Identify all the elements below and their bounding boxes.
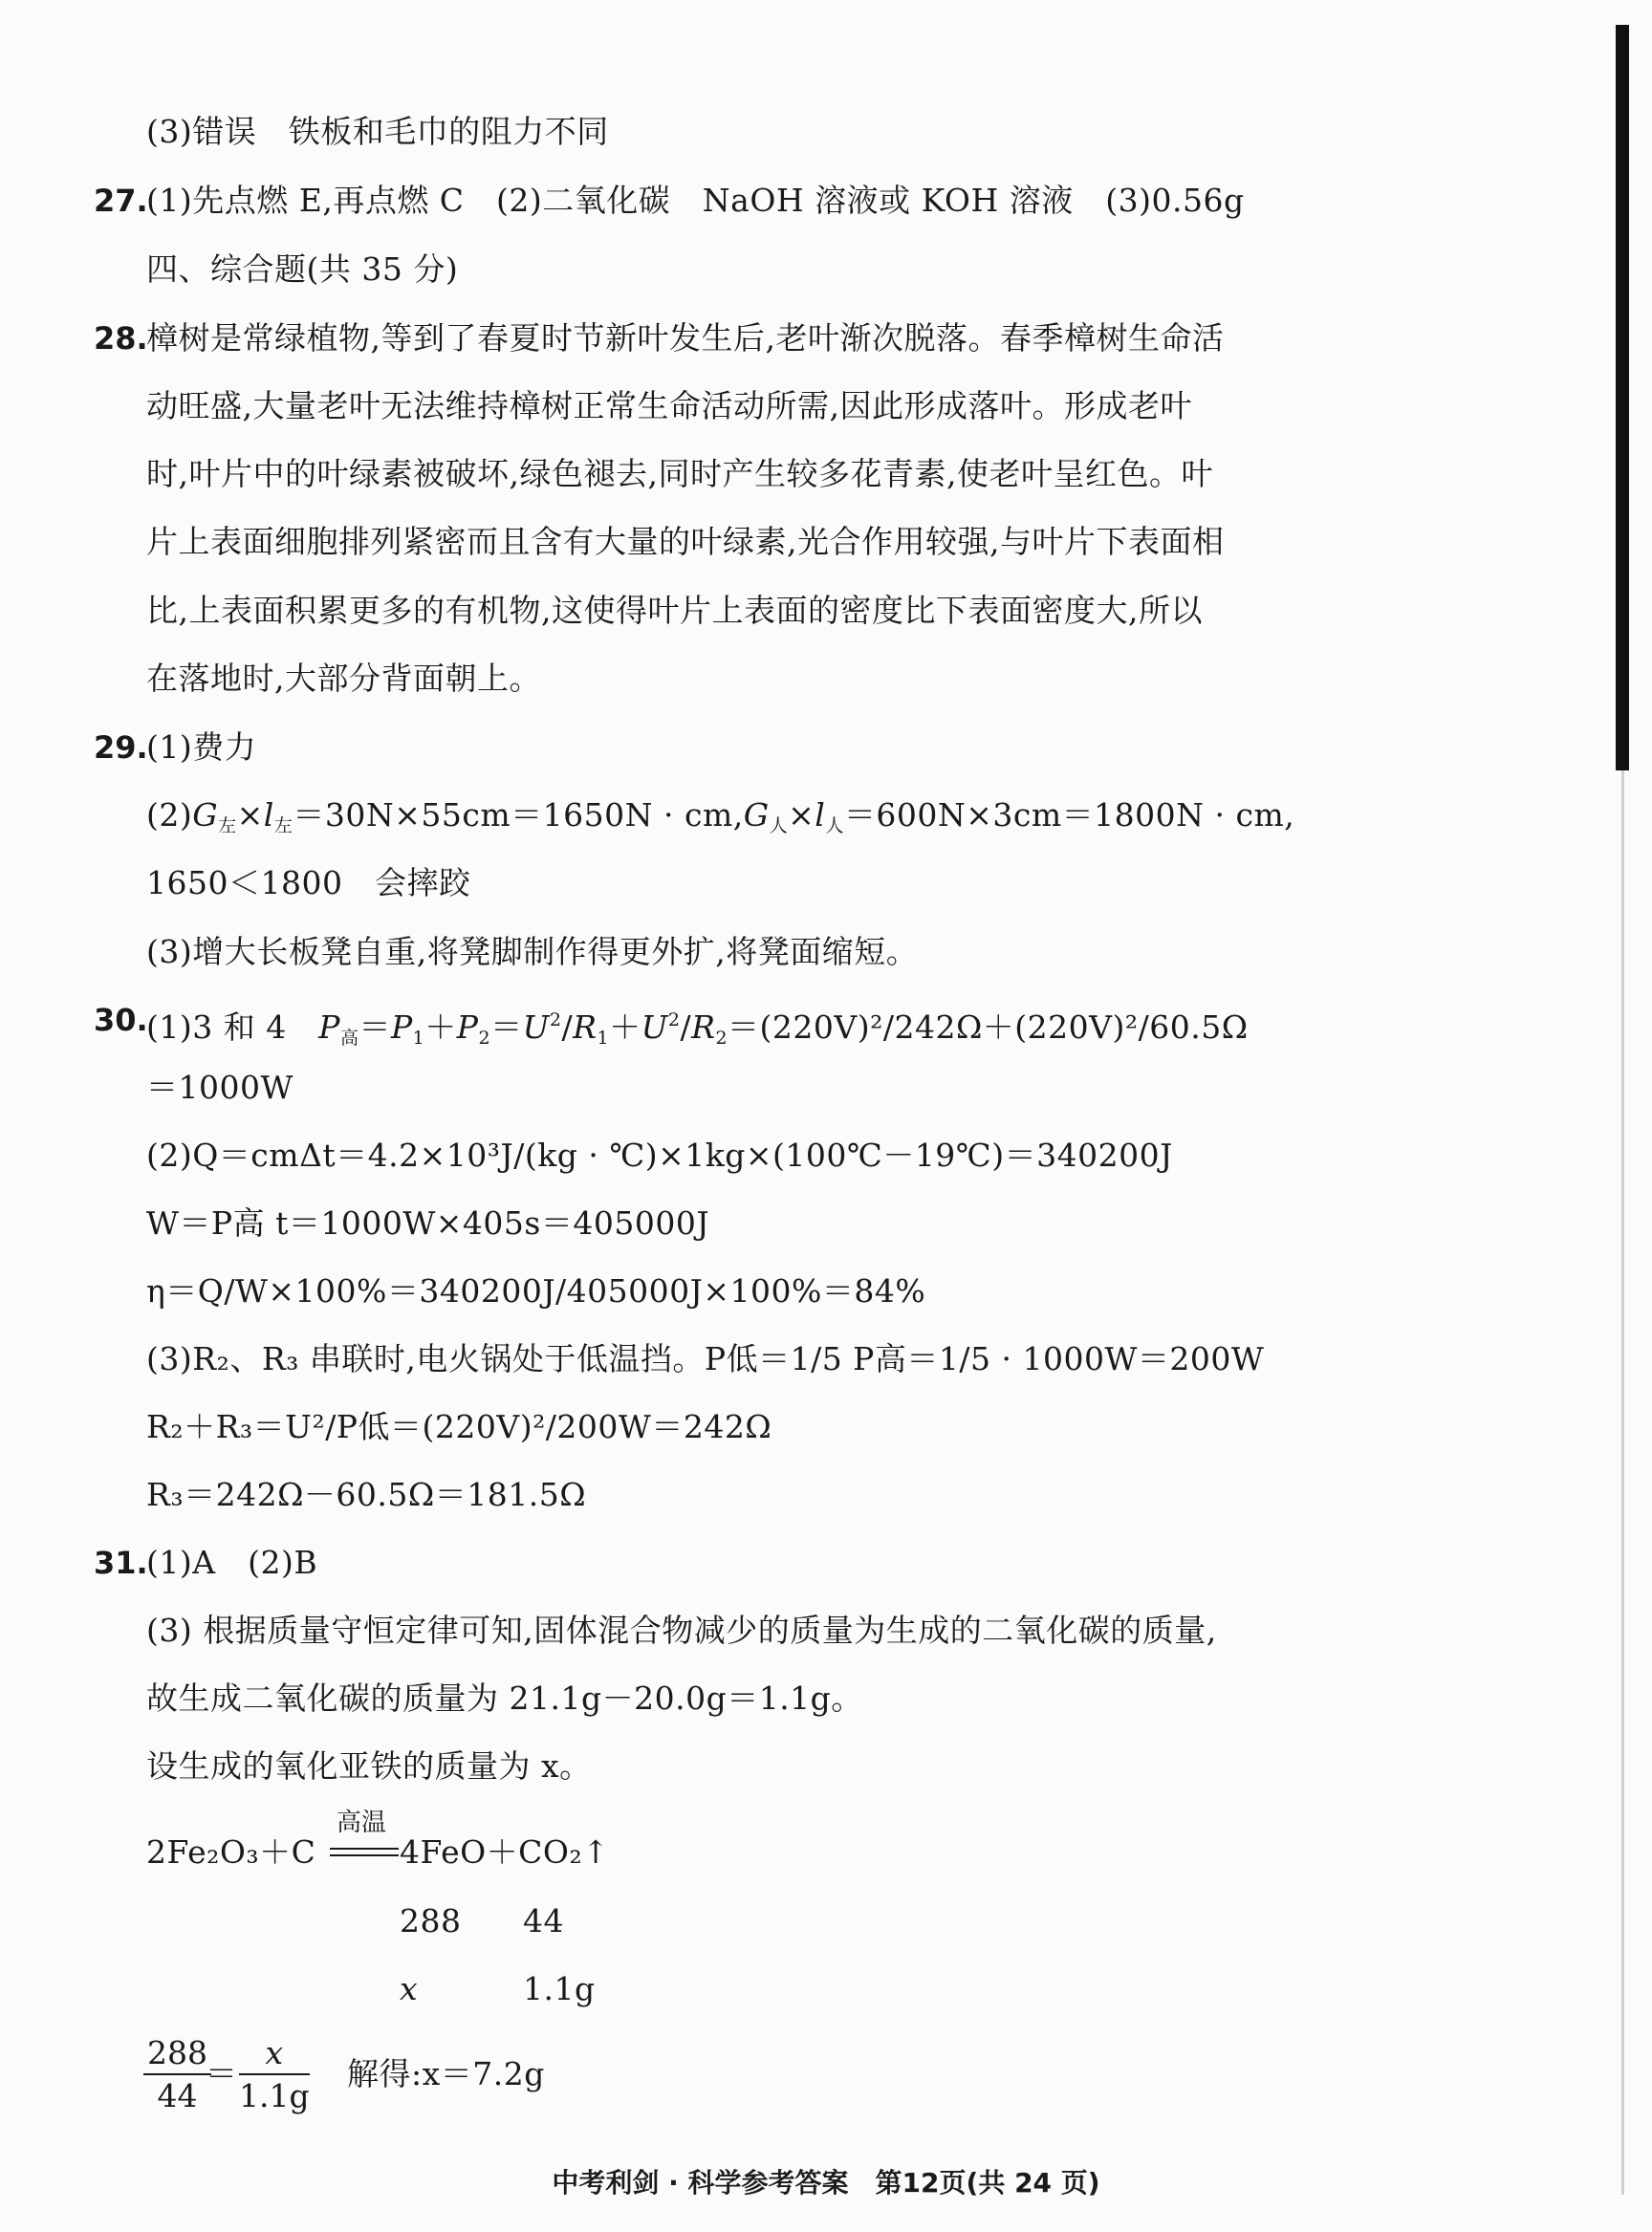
equation-bar-top bbox=[330, 1848, 399, 1850]
q30-line-5: η＝Q/W×100%＝340200J/405000J×100%＝84% bbox=[146, 1272, 926, 1310]
q26-part3: (3)错误 铁板和毛巾的阻力不同 bbox=[146, 113, 609, 150]
q30-line-6: (3)R₂、R₃ 串联时,电火锅处于低温挡。P低＝1/5 P高＝1/5 · 1000W＝200W bbox=[146, 1340, 1265, 1377]
ratio-row2-left: x bbox=[400, 1970, 419, 2007]
fraction-x-1.1g: $\frac{x}{1.1g}$ bbox=[239, 2034, 310, 2114]
q29-part1: (1)费力 bbox=[146, 728, 257, 766]
fraction-288-44: $\frac{288}{44}$ bbox=[143, 2034, 211, 2114]
solution-result: 解得:x＝7.2g bbox=[347, 2055, 545, 2092]
q28-line-5: 比,上表面积累更多的有机物,这使得叶片上表面的密度比下表面密度大,所以 bbox=[146, 592, 1203, 629]
q29-part2-line2: 1650＜1800 会摔跤 bbox=[146, 864, 471, 901]
ratio-row1-right: 44 bbox=[523, 1902, 564, 1939]
page-footer: 中考利剑 · 科学参考答案 第12页(共 24 页) bbox=[552, 2167, 1100, 2199]
reaction-condition: 高温 bbox=[337, 1809, 387, 1837]
q29-number: 29. bbox=[94, 729, 148, 766]
q31-part1-2: (1)A (2)B bbox=[146, 1544, 318, 1581]
q27-answer: (1)先点燃 E,再点燃 C (2)二氧化碳 NaOH 溶液或 KOH 溶液 (3)0.56g bbox=[146, 182, 1245, 219]
q30-line-7: R₂＋R₃＝U²/P低＝(220V)²/200W＝242Ω bbox=[146, 1408, 772, 1445]
equation-bar-bottom bbox=[330, 1854, 399, 1856]
q28-line-2: 动旺盛,大量老叶无法维持樟树正常生命活动所需,因此形成落叶。形成老叶 bbox=[146, 387, 1192, 424]
chem-equation-right: 4FeO＋CO₂↑ bbox=[400, 1833, 610, 1871]
section-heading: 四、综合题(共 35 分) bbox=[146, 250, 459, 288]
q28-line-1: 樟树是常绿植物,等到了春夏时节新叶发生后,老叶渐次脱落。春季樟树生命活 bbox=[146, 319, 1225, 357]
ratio-row1-left: 288 bbox=[400, 1902, 462, 1939]
scan-edge-shadow bbox=[1621, 770, 1624, 2195]
q29-part2-line1: $(2)G_左\times l_左=30N\times 55cm=1650N \cdot cm,G_人\times l_人=600N\times 3cm=1800N$ · cm, bbox=[146, 796, 1295, 836]
chem-equation-left: 2Fe₂O₃＋C bbox=[146, 1833, 316, 1871]
q29-part3: (3)增大长板凳自重,将凳脚制作得更外扩,将凳面缩短。 bbox=[146, 933, 919, 970]
q28-line-6: 在落地时,大部分背面朝上。 bbox=[146, 660, 541, 697]
q28-number: 28. bbox=[94, 320, 148, 357]
q30-line-1: (1)3 和 4 $P_高=P_1+P_2=U^2/R_1+U^2/R_2=(220V)^2/242\Omega+(220V)^2/60.5\Omega$ bbox=[146, 1008, 1249, 1049]
proportion-equals: ＝ bbox=[206, 2055, 238, 2092]
scan-edge-bar bbox=[1616, 25, 1629, 770]
q30-line-3: (2)Q＝cmΔt＝4.2×10³J/(kg · ℃)×1kg×(100℃－19℃)＝340200J bbox=[146, 1137, 1173, 1174]
q30-number: 30. bbox=[94, 1002, 148, 1038]
q31-part3-line2: 故生成二氧化碳的质量为 21.1g－20.0g＝1.1g。 bbox=[146, 1679, 863, 1717]
q31-number: 31. bbox=[94, 1545, 148, 1581]
q30-line-2: ＝1000W bbox=[146, 1069, 293, 1106]
q28-line-3: 时,叶片中的叶绿素被破坏,绿色褪去,同时产生较多花青素,使老叶呈红色。叶 bbox=[146, 455, 1213, 492]
q31-part3-line3: 设生成的氧化亚铁的质量为 x。 bbox=[146, 1747, 592, 1785]
ratio-row2-right: 1.1g bbox=[523, 1970, 596, 2007]
q30-line-4: W＝P高 t＝1000W×405s＝405000J bbox=[146, 1204, 710, 1242]
q28-line-4: 片上表面细胞排列紧密而且含有大量的叶绿素,光合作用较强,与叶片下表面相 bbox=[146, 523, 1225, 560]
q30-line-8: R₃＝242Ω－60.5Ω＝181.5Ω bbox=[146, 1476, 587, 1513]
q31-part3-line1: (3) 根据质量守恒定律可知,固体混合物减少的质量为生成的二氧化碳的质量, bbox=[146, 1612, 1217, 1649]
q27-number: 27. bbox=[94, 183, 148, 219]
